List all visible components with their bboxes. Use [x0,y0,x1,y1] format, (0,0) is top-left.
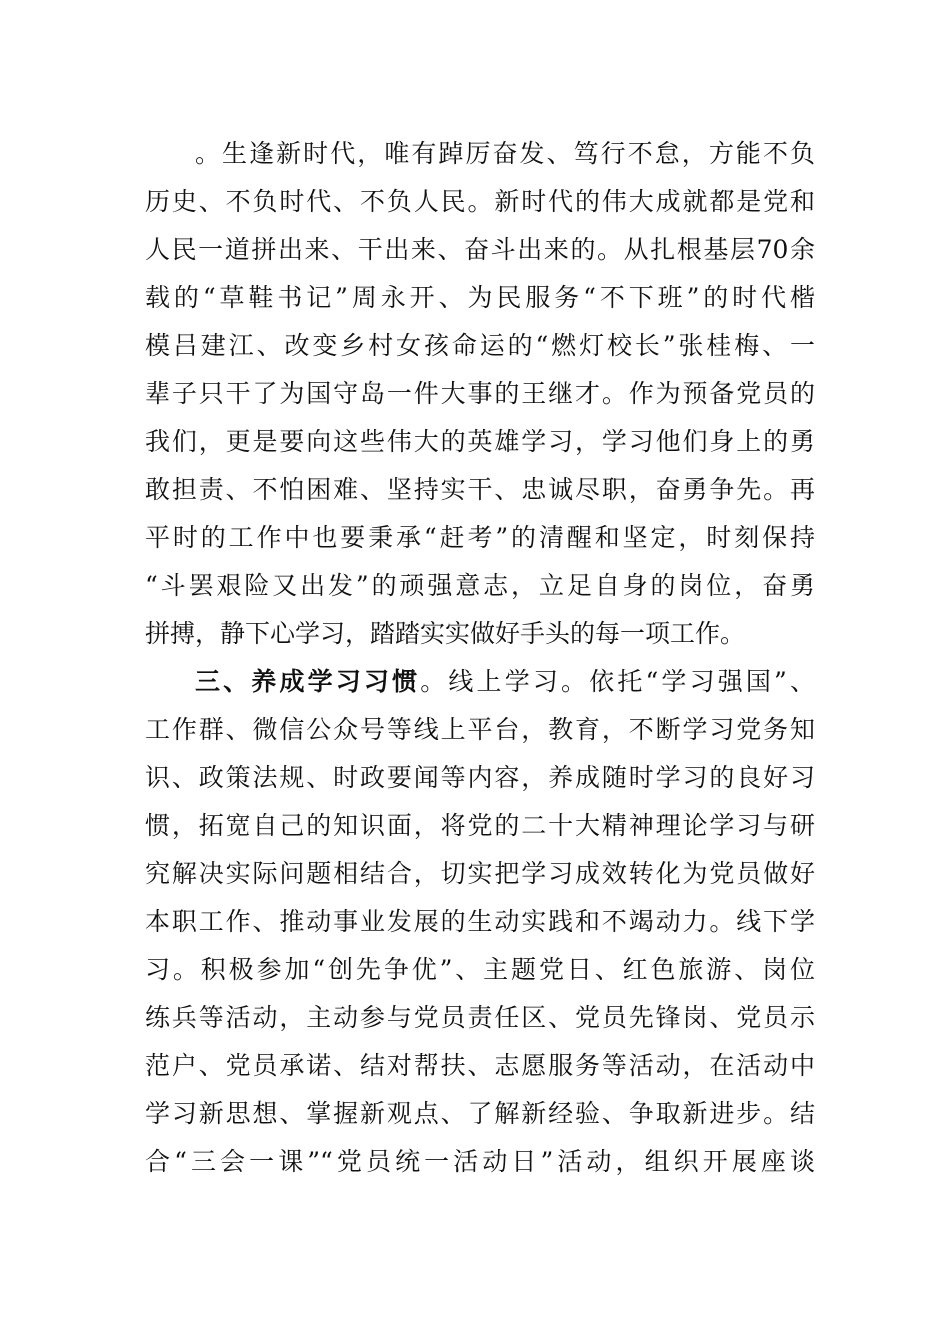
paragraph-line: 平时的工作中也要秉承“赶考”的清醒和坚定，时刻保持 [145,523,815,552]
paragraph-line: 拼搏，静下心学习，踏踏实实做好手头的每一项工作。 [145,619,746,648]
paragraph-line: 历史、不负时代、不负人民。新时代的伟大成就都是党和 [145,187,815,216]
paragraph-line: 敢担责、不怕困难、坚持实干、忠诚尽职，奋勇争先。再 [145,475,815,504]
paragraph-line: 载的“草鞋书记”周永开、为民服务“不下班”的时代楷 [145,283,815,312]
paragraph-line: “斗罢艰险又出发”的顽强意志，立足自身的岗位，奋勇 [145,571,815,600]
paragraph-line: 惯，拓宽自己的知识面，将党的二十大精神理论学习与研 [145,811,815,840]
paragraph-line: 我们，更是要向这些伟大的英雄学习，学习他们身上的勇 [145,427,815,456]
paragraph-line: 模吕建江、改变乡村女孩命运的“燃灯校长”张桂梅、一 [145,331,815,360]
paragraph-line: 习。积极参加“创先争优”、主题党日、红色旅游、岗位 [145,955,815,984]
paragraph-line: 本职工作、推动事业发展的生动实践和不竭动力。线下学 [145,907,815,936]
paragraph-line: 范户、党员承诺、结对帮扶、志愿服务等活动，在活动中 [145,1051,815,1080]
paragraph-first-line [145,658,815,706]
section-heading: 三、养成学习习惯 [195,667,421,696]
paragraph-line: 。生逢新时代，唯有踔厉奋发、笃行不怠，方能不负 [195,139,815,168]
paragraph-line: 识、政策法规、时政要闻等内容，养成随时学习的良好习 [145,763,815,792]
section-first-line-text: 。线上学习。依托“学习强国”、 [420,667,815,696]
paragraph-line: 合“三会一课”“党员统一活动日”活动，组织开展座谈 [145,1147,815,1176]
paragraph-line: 辈子只干了为国守岛一件大事的王继才。作为预备党员的 [145,379,815,408]
paragraph-line: 人民一道拼出来、干出来、奋斗出来的。从扎根基层70余 [145,235,815,264]
paragraph-line: 学习新思想、掌握新观点、了解新经验、争取新进步。结 [145,1099,815,1128]
paragraph-line: 工作群、微信公众号等线上平台，教育，不断学习党务知 [145,715,815,744]
paragraph-line: 练兵等活动，主动参与党员责任区、党员先锋岗、党员示 [145,1003,815,1032]
paragraph-line: 究解决实际问题相结合，切实把学习成效转化为党员做好 [145,859,815,888]
